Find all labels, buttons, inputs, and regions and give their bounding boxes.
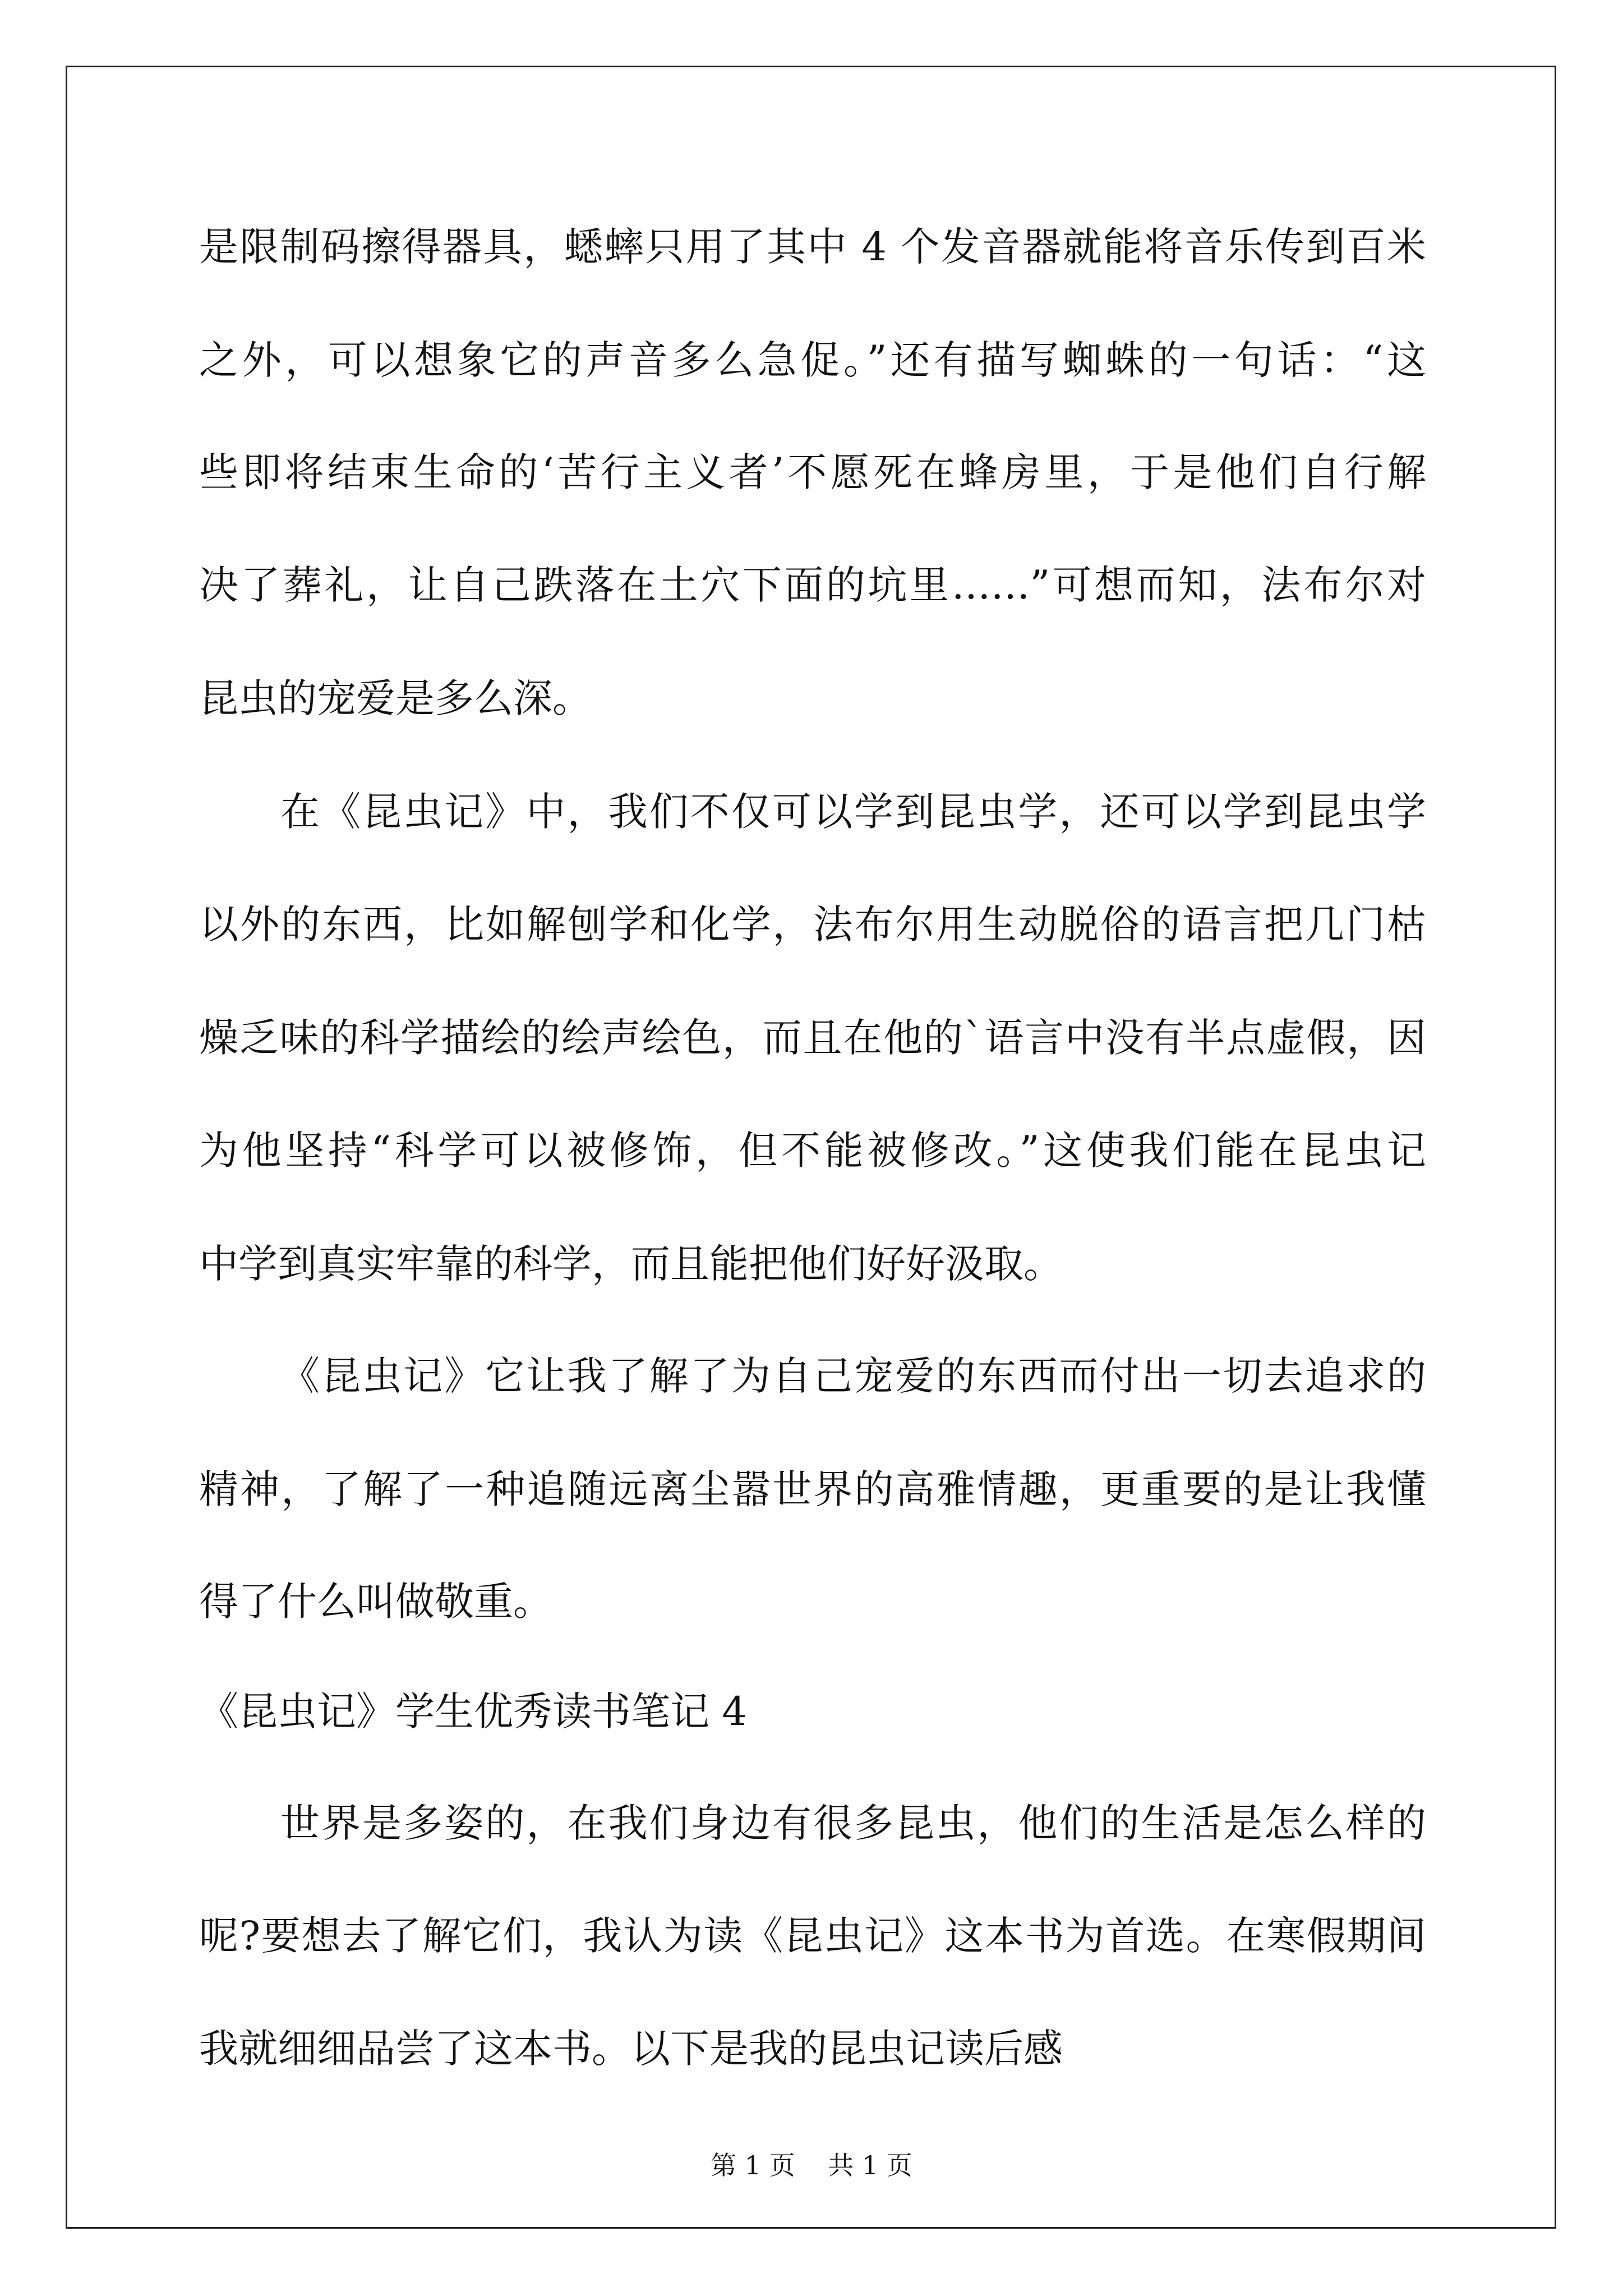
text-line: 呢?要想去了解它们，我认为读《昆虫记》这本书为首选。在寒假期间: [199, 1913, 1426, 1959]
text-line: 得了什么叫做敬重。: [199, 1579, 552, 1625]
paragraph-first-line: 世界是多姿的，在我们身边有很多昆虫，他们的生活是怎么样的: [280, 1800, 1426, 1846]
paragraph-first-line: 《昆虫记》它让我了解了为自己宠爱的东西而付出一切去追求的: [280, 1353, 1426, 1399]
text-line: 为他坚持“科学可以被修饰，但不能被修改。”这使我们能在昆虫记: [199, 1128, 1426, 1174]
text-line: 以外的东西，比如解刨学和化学，法布尔用生动脱俗的语言把几门枯: [199, 901, 1426, 947]
page-footer: [0, 2146, 1623, 2185]
text-line: 燥乏味的科学描绘的绘声绘色，而且在他的`语言中没有半点虚假，因: [199, 1015, 1426, 1061]
paragraph-first-line: 在《昆虫记》中，我们不仅可以学到昆虫学，还可以学到昆虫学: [280, 789, 1426, 835]
text-line: 是限制码擦得器具，蟋蟀只用了其中 4 个发音器就能将音乐传到百米: [199, 224, 1426, 270]
text-line: 决了葬礼，让自己跌落在土穴下面的坑里……”可想而知，法布尔对: [199, 562, 1426, 608]
text-line: 精神，了解了一种追随远离尘嚣世界的高雅情趣，更重要的是让我懂: [199, 1466, 1426, 1512]
section-heading: 《昆虫记》学生优秀读书笔记 4: [199, 1688, 747, 1734]
page-total: 共 1 页: [828, 2150, 912, 2180]
text-line: 之外，可以想象它的声音多么急促。”还有描写蜘蛛的一句话：“这: [199, 337, 1426, 383]
text-line: 些即将结束生命的‘苦行主义者’不愿死在蜂房里，于是他们自行解: [199, 449, 1426, 495]
text-line: 中学到真实牢靠的科学，而且能把他们好好汲取。: [199, 1241, 1063, 1287]
text-line: 我就细细品尝了这本书。以下是我的昆虫记读后感: [199, 2026, 1063, 2072]
page-number: 第 1 页: [711, 2150, 795, 2180]
text-line: 昆虫的宠爱是多么深。: [199, 675, 592, 721]
